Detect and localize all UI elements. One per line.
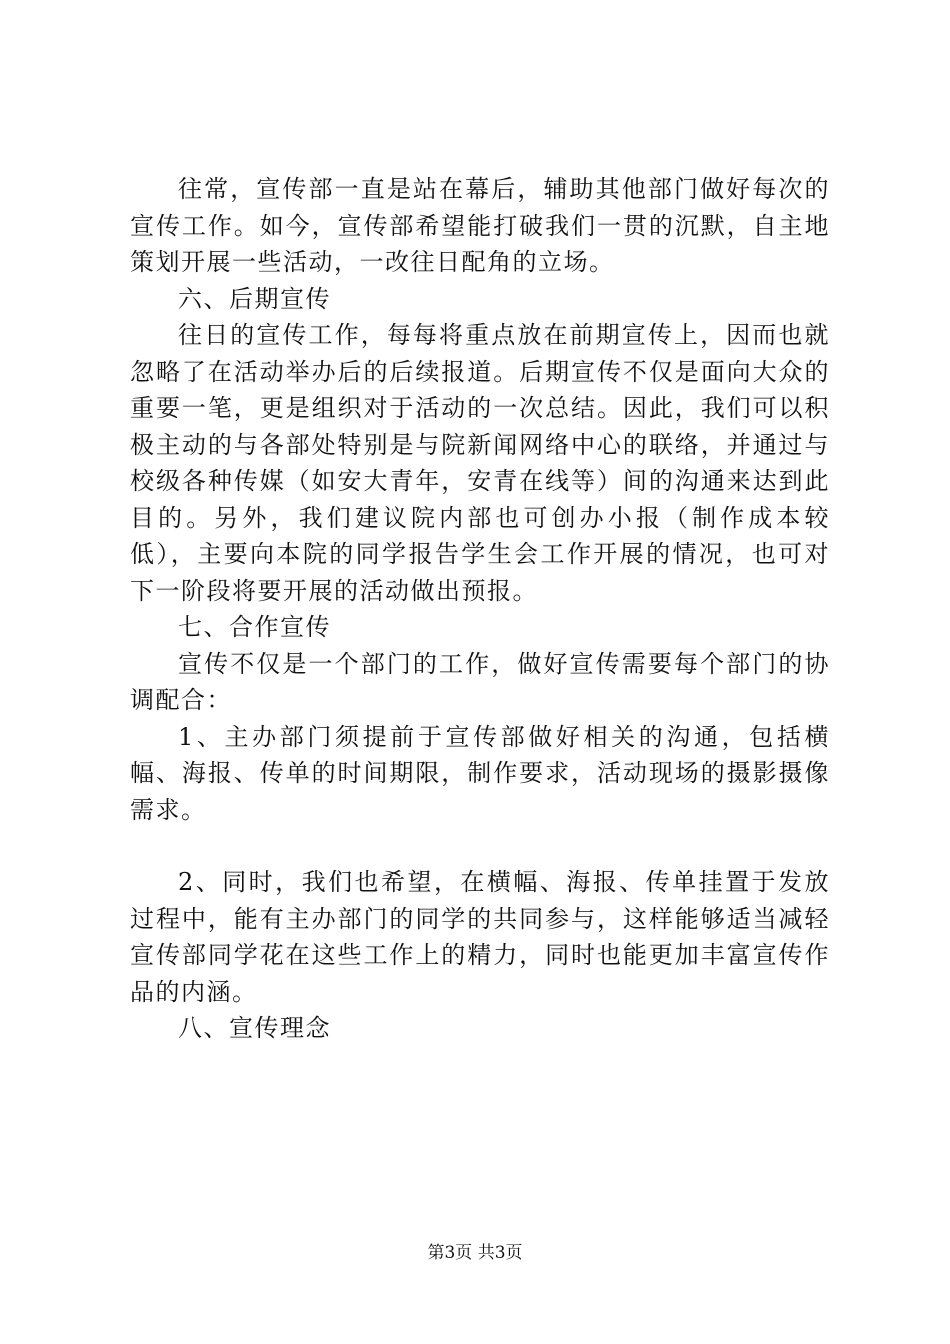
section-heading-6: 六、后期宣传 bbox=[178, 284, 331, 313]
paragraph-item-1: 1、主办部门须提前于宣传部做好相关的沟通，包括横幅、海报、传单的时间期限，制作要求，活动现场的摄影摄像需求。 bbox=[130, 722, 830, 824]
page-number-footer: 第3页 共3页 bbox=[427, 1243, 523, 1263]
section-heading-7: 七、合作宣传 bbox=[178, 613, 331, 641]
paragraph-item-2: 2、同时，我们也希望，在横幅、海报、传单挂置于发放过程中，能有主办部门的同学的共同参与，这样能够适当减轻宣传部同学花在这些工作上的精力，同时也能更加丰富宣传作品的内涵。 bbox=[130, 868, 830, 1006]
document-body bbox=[130, 171, 830, 1047]
paragraph-intro: 往常，宣传部一直是站在幕后，辅助其他部门做好每次的宣传工作。如今，宣传部希望能打破我们一贯的沉默，自主地策划开展一些活动，一改往日配角的立场。 bbox=[130, 175, 830, 276]
paragraph-post-publicity: 往日的宣传工作，每每将重点放在前期宣传上，因而也就忽略了在活动举办后的后续报道。后期宣传不仅是面向大众的重要一笔，更是组织对于活动的一次总结。因此，我们可以积极主动的与各部处特别是与院新闻网络中心的联络，并通过与校级各种传媒（如安大青年，安青在线等）间的沟通来达到此目的。另外，我们建议院内部也可创办小报（制作成本较低），主要向本院的同学报告学生会工作开展的情况，也可对下一阶段将要开展的活动做出预报。 bbox=[130, 321, 830, 605]
section-heading-8: 八、宣传理念 bbox=[178, 1014, 331, 1042]
paragraph-cooperation: 宣传不仅是一个部门的工作，做好宣传需要每个部门的协调配合： bbox=[130, 649, 830, 714]
